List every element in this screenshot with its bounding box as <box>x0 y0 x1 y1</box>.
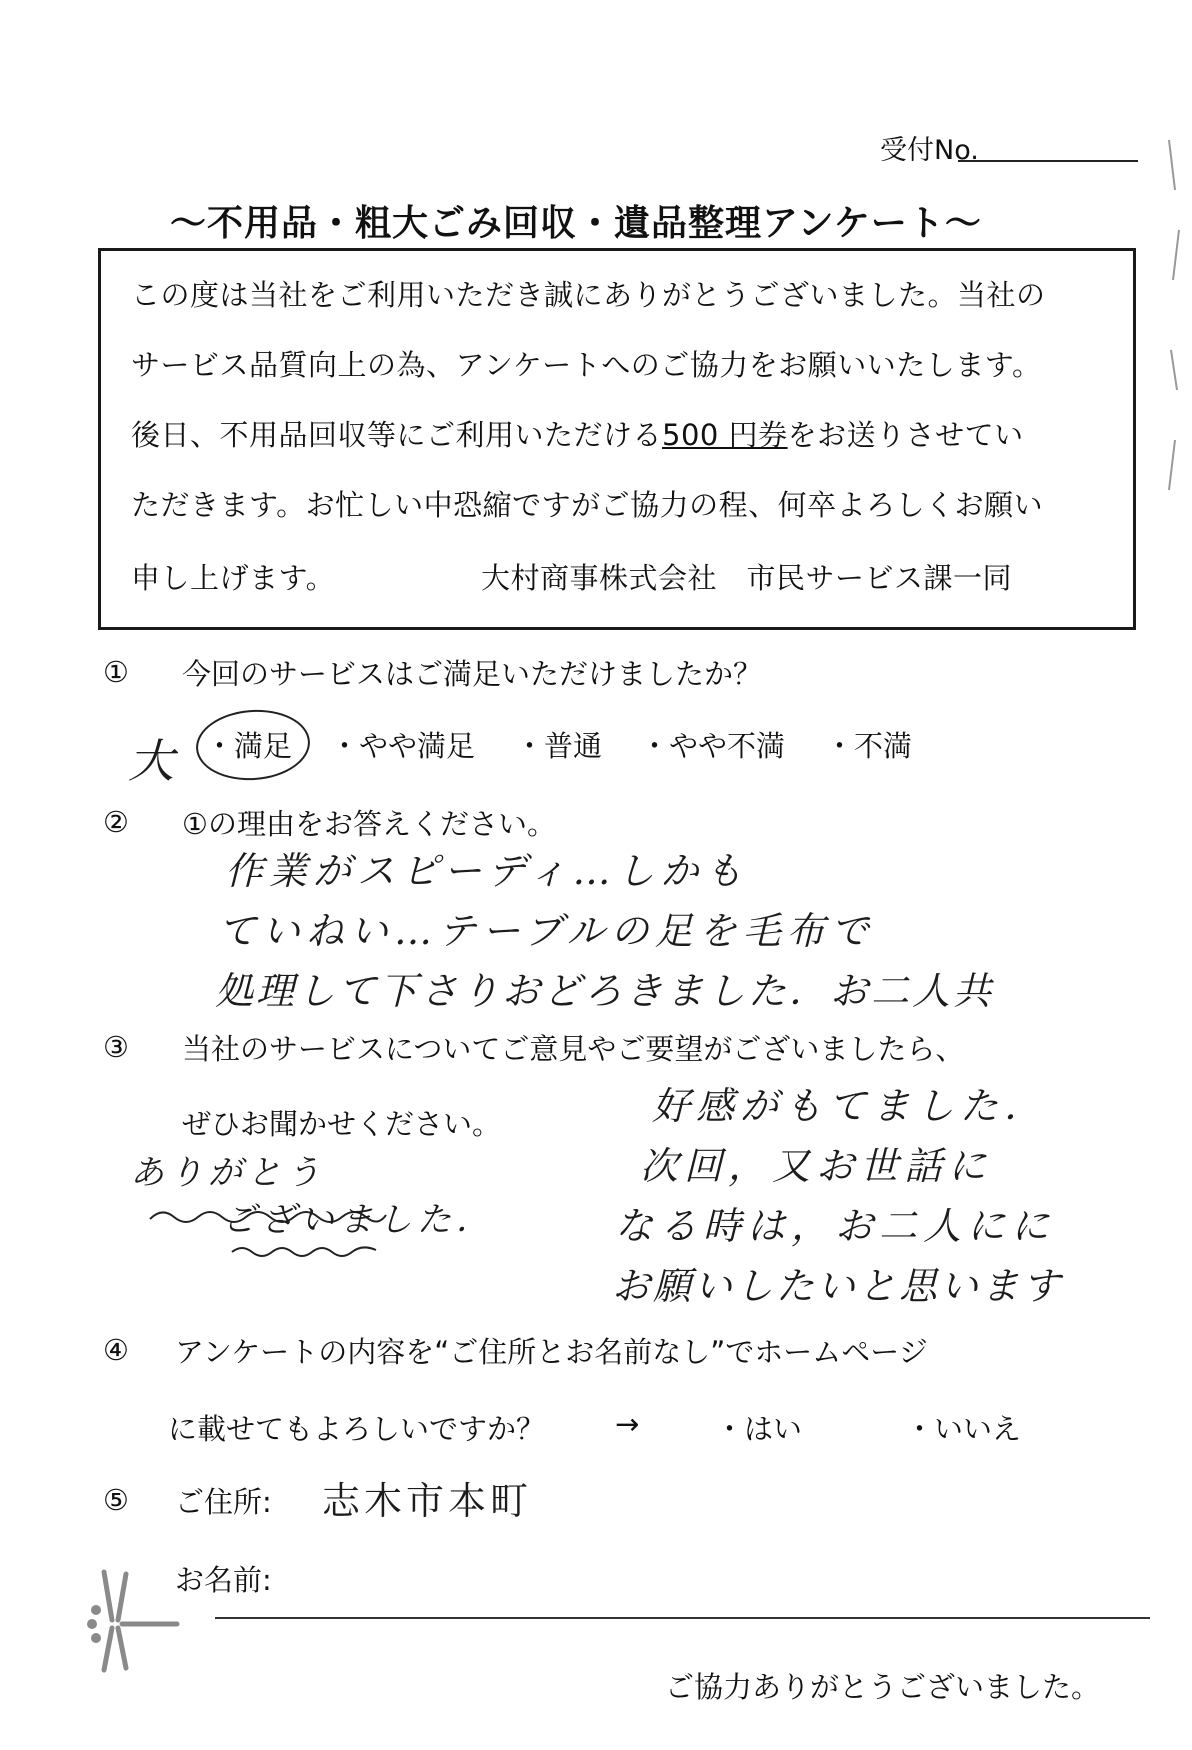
address-value[interactable]: 志木市本町 <box>322 1479 533 1523</box>
q1-option-dissatisfied[interactable]: ・不満 <box>825 729 913 763</box>
scan-edge-marks <box>1165 110 1189 510</box>
q1-handwritten-prefix: 大 <box>128 734 174 788</box>
intro-line-3-pre: 後日、不用品回収等にご利用いただける <box>131 418 663 452</box>
q3-question-line-1: 当社のサービスについてご意見やご要望がございましたら、 <box>182 1032 965 1066</box>
receipt-number-field-line <box>958 160 1138 162</box>
intro-line-1: この度は当社をご利用いただき誠にありがとうございました。当社の <box>131 278 1046 312</box>
footer-thanks: ご協力ありがとうございました。 <box>665 1670 1101 1704</box>
address-label: ご住所: <box>175 1485 272 1519</box>
q4-option-yes[interactable]: ・はい <box>715 1412 803 1446</box>
q1-option-satisfied[interactable]: ・満足 <box>205 729 293 763</box>
voucher-amount: 500 円券 <box>662 418 788 452</box>
q3-number: ③ <box>103 1030 129 1064</box>
q1-option-somewhat-satisfied[interactable]: ・やや満足 <box>330 729 476 763</box>
q4-number: ④ <box>103 1333 129 1367</box>
q3-answer-right-line-2: 次回，又お世話に <box>640 1144 993 1188</box>
q1-option-somewhat-dissatisfied[interactable]: ・やや不満 <box>640 729 786 763</box>
survey-title: ～不用品・粗大ごみ回収・遺品整理アンケート～ <box>170 203 982 244</box>
receipt-number-label: 受付No. <box>880 135 979 166</box>
intro-box <box>98 248 1136 630</box>
q1-option-neutral[interactable]: ・普通 <box>515 729 603 763</box>
q5-number: ⑤ <box>103 1483 129 1517</box>
intro-line-4: ただきます。お忙しい中恐縮ですがご協力の程、何卒よろしくお願い <box>131 488 1044 522</box>
arrow-icon: → <box>615 1407 640 1441</box>
intro-line-2: サービス品質向上の為、アンケートへのご協力をお願いいたします。 <box>131 348 1042 382</box>
name-field-line[interactable] <box>215 1617 1150 1619</box>
name-label: お名前: <box>175 1563 272 1597</box>
flower-decoration-icon <box>82 1560 182 1680</box>
q2-question: ①の理由をお答えください。 <box>182 807 556 841</box>
q2-number: ② <box>103 805 129 839</box>
q3-answer-left-line-2: ございました． <box>222 1200 495 1240</box>
q4-option-no[interactable]: ・いいえ <box>905 1412 1022 1446</box>
q3-answer-left-line-1: ありがとう <box>130 1153 325 1193</box>
q3-answer-right-line-3: なる時は，お二人にに <box>615 1204 1056 1248</box>
q3-answer-right-line-1: 好感がもてました． <box>652 1084 1049 1128</box>
q1-question: 今回のサービスはご満足いただけましたか？ <box>182 657 763 691</box>
q2-answer-line-1: 作業がスピーディ…しかも <box>225 849 749 893</box>
q3-answer-right-line-4: お願いしたいと思います <box>612 1264 1064 1308</box>
company-signature: 大村商事株式会社 市民サービス課一同 <box>481 561 1013 595</box>
q2-answer-line-2: ていねい…テーブルの足を毛布で <box>218 909 875 953</box>
intro-line-5: 申し上げます。 <box>131 561 336 595</box>
intro-line-3-post: をお送りさせてい <box>787 418 1024 452</box>
q4-question-line-1: アンケートの内容を“ご住所とお名前なし”でホームページ <box>175 1335 928 1369</box>
q1-number: ① <box>103 655 129 689</box>
intro-line-3 <box>131 413 1024 454</box>
wavy-underline-decoration-2 <box>230 1240 380 1262</box>
q3-question-line-2: ぜひお聞かせください。 <box>182 1107 502 1141</box>
q4-question-line-2: に載せてもよろしいですか？ <box>168 1412 546 1446</box>
q2-answer-line-3: 処理して下さりおどろきました．お二人共 <box>215 969 995 1013</box>
